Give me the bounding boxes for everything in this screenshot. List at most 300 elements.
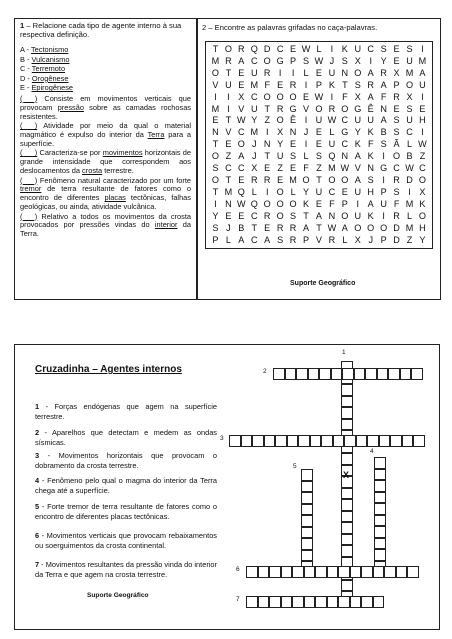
word-search-letter[interactable]: U — [354, 186, 362, 197]
crossword-cell[interactable] — [315, 566, 327, 578]
word-search-letter[interactable]: Z — [316, 163, 322, 174]
word-search-letter[interactable]: R — [328, 103, 336, 114]
word-search-letter[interactable]: G — [341, 127, 349, 138]
word-search-letter[interactable]: U — [406, 55, 413, 66]
crossword-cell[interactable] — [388, 368, 400, 380]
word-search-letter[interactable]: M — [211, 55, 220, 66]
word-search-letter[interactable]: U — [354, 44, 362, 54]
crossword-cell[interactable] — [402, 435, 414, 447]
word-search-letter[interactable]: U — [328, 67, 336, 78]
word-search-letter[interactable]: K — [367, 151, 374, 162]
word-search-letter[interactable]: N — [341, 67, 349, 78]
word-search-letter[interactable]: C — [238, 163, 245, 174]
word-search-letter[interactable]: G — [289, 103, 297, 114]
word-search-letter[interactable]: I — [304, 79, 308, 90]
word-search-letter[interactable]: S — [367, 174, 374, 185]
crossword-cell[interactable] — [341, 407, 353, 419]
word-search-letter[interactable]: O — [289, 91, 297, 102]
word-search-letter[interactable]: X — [277, 127, 284, 138]
crossword-cell[interactable] — [321, 435, 333, 447]
word-search-letter[interactable]: I — [382, 210, 385, 221]
word-search-letter[interactable]: K — [367, 127, 374, 138]
crossword-cell[interactable] — [327, 596, 339, 608]
crossword-cell[interactable] — [341, 419, 353, 431]
word-search-letter[interactable]: T — [316, 222, 322, 233]
word-search-letter[interactable]: A — [315, 210, 322, 221]
word-search-letter[interactable]: Y — [277, 139, 284, 150]
crossword-cell[interactable] — [350, 596, 362, 608]
crossword-cell[interactable] — [273, 368, 285, 380]
word-search-letter[interactable]: Z — [225, 151, 232, 162]
word-search-letter[interactable]: I — [369, 55, 372, 66]
crossword-cell[interactable] — [374, 538, 386, 550]
crossword-cell[interactable] — [296, 368, 308, 380]
crossword-cell[interactable] — [229, 435, 241, 447]
word-search-letter[interactable]: Q — [237, 186, 245, 197]
word-search-letter[interactable]: Q — [250, 44, 258, 54]
word-search-letter[interactable]: J — [368, 234, 373, 245]
word-search-letter[interactable]: C — [250, 55, 258, 66]
word-search-letter[interactable]: O — [341, 174, 349, 185]
crossword-cell[interactable] — [350, 566, 362, 578]
word-search-letter[interactable]: M — [224, 186, 233, 197]
word-search-letter[interactable]: C — [367, 44, 374, 54]
word-search-letter[interactable]: J — [226, 222, 231, 233]
word-search-letter[interactable]: W — [237, 115, 246, 126]
word-search-letter[interactable]: C — [225, 163, 232, 174]
answer-blank[interactable]: (___) — [20, 175, 38, 185]
word-search-letter[interactable]: S — [315, 151, 322, 162]
word-search-letter[interactable]: M — [250, 79, 259, 90]
word-search-letter[interactable]: C — [406, 127, 413, 138]
word-search-letter[interactable]: H — [419, 115, 426, 126]
word-search-letter[interactable]: K — [419, 198, 426, 209]
word-search-letter[interactable]: O — [276, 186, 284, 197]
word-search-letter[interactable]: S — [302, 55, 310, 66]
word-search-letter[interactable]: A — [238, 55, 245, 66]
word-search-letter[interactable]: W — [237, 198, 246, 209]
word-search-letter[interactable]: E — [393, 55, 400, 66]
word-search-letter[interactable]: U — [250, 103, 258, 114]
word-search-letter[interactable]: O — [289, 198, 297, 209]
word-search-letter[interactable]: S — [406, 103, 413, 114]
word-search-letter[interactable]: U — [380, 198, 387, 209]
word-search-letter[interactable]: S — [393, 115, 400, 126]
crossword-cell[interactable] — [304, 566, 316, 578]
word-search-letter[interactable]: R — [276, 103, 284, 114]
word-search-letter[interactable]: R — [380, 67, 387, 78]
crossword-cell[interactable] — [301, 504, 313, 516]
crossword-cell[interactable] — [292, 566, 304, 578]
crossword-cell[interactable] — [275, 435, 287, 447]
word-search-letter[interactable]: E — [290, 163, 297, 174]
word-search-letter[interactable]: U — [315, 115, 323, 126]
word-search-letter[interactable]: V — [354, 163, 361, 174]
word-search-letter[interactable]: C — [341, 115, 349, 126]
word-search-letter[interactable]: Z — [419, 151, 426, 162]
word-search-letter[interactable]: E — [277, 174, 284, 185]
crossword-cell[interactable] — [373, 596, 385, 608]
word-search-letter[interactable]: C — [250, 210, 258, 221]
crossword-cell[interactable] — [373, 566, 385, 578]
word-search-letter[interactable]: O — [418, 174, 426, 185]
crossword-cell[interactable] — [301, 515, 313, 527]
crossword-cell[interactable] — [342, 368, 354, 380]
word-search-letter[interactable]: F — [380, 91, 387, 102]
crossword-cell[interactable] — [365, 368, 377, 380]
word-search-letter[interactable]: R — [393, 91, 400, 102]
word-search-letter[interactable]: A — [264, 234, 271, 245]
word-search-letter[interactable]: J — [252, 139, 257, 150]
word-search-letter[interactable]: I — [265, 186, 269, 197]
word-search-letter[interactable]: M — [405, 222, 414, 233]
word-search-letter[interactable]: L — [303, 151, 309, 162]
crossword-cell[interactable] — [258, 566, 270, 578]
word-search-letter[interactable]: V — [238, 103, 245, 114]
word-search-letter[interactable]: Y — [212, 210, 219, 221]
word-search-letter[interactable]: I — [421, 127, 424, 138]
word-search-letter[interactable]: C — [328, 186, 336, 197]
word-search-letter[interactable]: L — [316, 44, 322, 54]
word-search-letter[interactable]: T — [225, 67, 232, 78]
crossword-cell[interactable] — [308, 368, 320, 380]
word-search-letter[interactable]: U — [276, 151, 284, 162]
crossword-cell[interactable] — [367, 435, 379, 447]
word-search-letter[interactable]: C — [276, 44, 284, 54]
crossword-cell[interactable] — [281, 566, 293, 578]
word-search-letter[interactable]: N — [289, 127, 297, 138]
crossword-cell[interactable] — [407, 566, 419, 578]
word-search-letter[interactable]: R — [367, 79, 374, 90]
word-search-letter[interactable]: E — [225, 139, 232, 150]
answer-blank[interactable]: (___) — [20, 121, 38, 131]
word-search-letter[interactable]: S — [290, 210, 297, 221]
word-search-letter[interactable]: U — [328, 139, 336, 150]
word-search-letter[interactable]: T — [212, 186, 219, 197]
word-search-letter[interactable]: O — [354, 222, 362, 233]
word-search-letter[interactable]: W — [314, 55, 324, 66]
word-search-letter[interactable]: S — [393, 127, 400, 138]
word-search-letter[interactable]: Z — [264, 115, 270, 126]
word-search-letter[interactable]: R — [263, 67, 271, 78]
word-search-letter[interactable]: P — [393, 79, 400, 90]
crossword-cell[interactable] — [301, 481, 313, 493]
word-search-letter[interactable]: T — [212, 139, 219, 150]
word-search-letter[interactable]: I — [330, 44, 334, 54]
crossword-cell[interactable] — [374, 480, 386, 492]
word-search-letter[interactable]: O — [393, 151, 401, 162]
crossword-cell[interactable] — [341, 453, 353, 465]
word-search-letter[interactable]: F — [303, 163, 309, 174]
word-search-letter[interactable]: O — [418, 210, 426, 221]
crossword-cell[interactable] — [411, 368, 423, 380]
crossword-cell[interactable] — [341, 522, 353, 534]
word-search-letter[interactable]: S — [212, 163, 219, 174]
word-search-letter[interactable]: P — [212, 234, 219, 245]
word-search-letter[interactable]: O — [263, 91, 271, 102]
word-search-letter[interactable]: A — [354, 151, 361, 162]
word-search-letter[interactable]: I — [330, 91, 334, 102]
crossword-cell[interactable] — [338, 566, 350, 578]
word-search-letter[interactable]: C — [341, 139, 349, 150]
word-search-letter[interactable]: U — [354, 210, 362, 221]
crossword-cell[interactable] — [333, 435, 345, 447]
word-search-letter[interactable]: M — [250, 127, 259, 138]
word-search-letter[interactable]: U — [419, 79, 426, 90]
word-search-letter[interactable]: E — [290, 139, 297, 150]
crossword-cell[interactable] — [384, 566, 396, 578]
word-search-letter[interactable]: A — [380, 79, 387, 90]
word-search-letter[interactable]: R — [393, 210, 400, 221]
word-search-letter[interactable]: I — [408, 186, 411, 197]
word-search-letter[interactable]: S — [380, 139, 387, 150]
word-search-letter[interactable]: S — [212, 222, 219, 233]
word-search-letter[interactable]: R — [289, 234, 297, 245]
word-search-letter[interactable]: E — [393, 103, 400, 114]
word-search-letter[interactable]: L — [225, 234, 231, 245]
word-search-letter[interactable]: W — [405, 163, 414, 174]
word-search-letter[interactable]: U — [225, 79, 232, 90]
word-search-letter[interactable]: A — [238, 234, 245, 245]
word-search-letter[interactable]: L — [407, 210, 413, 221]
crossword-cell[interactable] — [344, 435, 356, 447]
crossword-cell[interactable] — [341, 511, 353, 523]
word-search-letter[interactable]: R — [276, 222, 284, 233]
word-search-letter[interactable]: O — [263, 55, 271, 66]
word-search-letter[interactable]: E — [315, 198, 322, 209]
word-search-letter[interactable]: E — [290, 44, 297, 54]
crossword-cell[interactable] — [341, 545, 353, 557]
word-search-letter[interactable]: R — [263, 174, 271, 185]
crossword-cell[interactable] — [304, 596, 316, 608]
word-search-letter[interactable]: S — [393, 186, 400, 197]
word-search-letter[interactable]: K — [328, 79, 335, 90]
word-search-letter[interactable]: A — [419, 67, 426, 78]
crossword-cell[interactable] — [298, 435, 310, 447]
word-search-letter[interactable]: E — [341, 186, 348, 197]
word-search-letter[interactable]: U — [315, 186, 323, 197]
word-search-letter[interactable]: K — [354, 139, 361, 150]
word-search-letter[interactable]: E — [264, 222, 271, 233]
crossword-cell[interactable] — [285, 368, 297, 380]
word-search-letter[interactable]: K — [341, 44, 348, 54]
word-search-letter[interactable]: P — [290, 55, 297, 66]
word-search-letter[interactable]: I — [227, 91, 230, 102]
word-search-letter[interactable]: M — [328, 163, 336, 174]
word-search-letter[interactable]: C — [419, 163, 426, 174]
crossword-cell[interactable] — [258, 596, 270, 608]
word-search-letter[interactable]: O — [276, 115, 284, 126]
crossword-cell[interactable] — [269, 596, 281, 608]
crossword-cell[interactable] — [246, 596, 258, 608]
word-search-letter[interactable]: W — [418, 139, 427, 150]
word-search-letter[interactable]: S — [341, 55, 348, 66]
word-search-letter[interactable]: R — [289, 222, 297, 233]
crossword-cell[interactable] — [301, 469, 313, 481]
word-search-letter[interactable]: F — [367, 139, 374, 150]
word-search-letter[interactable]: P — [302, 234, 310, 245]
word-search-letter[interactable]: I — [227, 103, 230, 114]
word-search-letter[interactable]: X — [251, 163, 258, 174]
word-search-letter[interactable]: A — [302, 222, 310, 233]
word-search-letter[interactable]: M — [405, 198, 414, 209]
word-search-letter[interactable]: O — [276, 91, 284, 102]
word-search-letter[interactable]: E — [238, 210, 245, 221]
word-search-letter[interactable]: R — [238, 44, 245, 54]
word-search-letter[interactable]: T — [342, 79, 348, 90]
crossword-cell[interactable] — [341, 488, 353, 500]
word-search-letter[interactable]: B — [406, 151, 413, 162]
word-search-letter[interactable]: X — [393, 67, 400, 78]
word-search-letter[interactable]: I — [304, 115, 308, 126]
word-search-letter[interactable]: D — [393, 222, 400, 233]
word-search-letter[interactable]: I — [421, 44, 424, 54]
word-search-letter[interactable]: O — [276, 198, 284, 209]
word-search-letter[interactable]: T — [316, 174, 322, 185]
word-search-letter[interactable]: E — [419, 103, 426, 114]
word-search-letter[interactable]: T — [251, 222, 258, 233]
word-search-letter[interactable]: T — [212, 44, 219, 54]
word-search-letter[interactable]: W — [301, 44, 311, 54]
word-search-letter[interactable]: J — [329, 55, 335, 66]
word-search-letter[interactable]: R — [328, 234, 336, 245]
word-search-letter[interactable]: G — [276, 55, 284, 66]
crossword-cell[interactable] — [361, 596, 373, 608]
word-search-letter[interactable]: R — [225, 55, 232, 66]
word-search-letter[interactable]: E — [238, 67, 245, 78]
crossword-cell[interactable] — [241, 435, 253, 447]
answer-blank[interactable]: (___) — [20, 148, 38, 158]
word-search-letter[interactable]: D — [393, 234, 400, 245]
word-search-letter[interactable]: Y — [380, 55, 387, 66]
crossword-cell[interactable] — [341, 396, 353, 408]
word-search-letter[interactable]: O — [367, 222, 375, 233]
word-search-letter[interactable]: V — [212, 79, 219, 90]
word-search-letter[interactable]: F — [264, 79, 270, 90]
crossword-cell[interactable] — [341, 499, 353, 511]
crossword-cell[interactable] — [374, 549, 386, 561]
word-search-letter[interactable]: X — [354, 55, 361, 66]
word-search-letter[interactable]: Z — [277, 163, 283, 174]
crossword-cell[interactable] — [396, 566, 408, 578]
crossword-cell[interactable] — [287, 435, 299, 447]
word-search-letter[interactable]: N — [263, 139, 271, 150]
word-search-letter[interactable]: Ê — [367, 103, 374, 114]
answer-blank[interactable]: (___) — [20, 94, 38, 104]
word-search-letter[interactable]: T — [264, 151, 270, 162]
word-search-letter[interactable]: X — [238, 91, 245, 102]
crossword-cell[interactable] — [374, 526, 386, 538]
crossword-cell[interactable] — [269, 566, 281, 578]
word-search-letter[interactable]: M — [405, 67, 414, 78]
word-search-letter[interactable]: S — [277, 234, 284, 245]
word-search-letter[interactable]: C — [250, 91, 258, 102]
word-search-letter[interactable]: M — [418, 55, 427, 66]
word-search-letter[interactable]: W — [340, 163, 350, 174]
word-search-letter[interactable]: L — [290, 186, 296, 197]
word-search-letter[interactable]: O — [263, 198, 271, 209]
word-search-letter[interactable]: D — [406, 174, 413, 185]
word-search-letter[interactable]: K — [367, 210, 374, 221]
crossword-cell[interactable] — [374, 515, 386, 527]
word-search-letter[interactable]: O — [211, 174, 219, 185]
word-search-letter[interactable]: Y — [302, 186, 310, 197]
crossword-cell[interactable] — [319, 368, 331, 380]
word-search-letter[interactable]: N — [380, 103, 387, 114]
word-search-letter[interactable]: E — [238, 174, 245, 185]
word-search-letter[interactable]: C — [238, 127, 245, 138]
word-search-letter[interactable]: I — [214, 91, 217, 102]
word-search-letter[interactable]: I — [265, 127, 269, 138]
word-search-letter[interactable]: J — [252, 151, 257, 162]
word-search-letter[interactable]: L — [251, 186, 257, 197]
word-search-letter[interactable]: R — [393, 174, 400, 185]
word-search-letter[interactable]: E — [302, 91, 310, 102]
word-search-letter[interactable]: I — [356, 198, 360, 209]
word-search-letter[interactable]: F — [342, 91, 348, 102]
word-search-letter[interactable]: T — [303, 210, 309, 221]
word-search-letter[interactable]: E — [393, 44, 400, 54]
crossword-cell[interactable] — [390, 435, 402, 447]
word-search-letter[interactable]: O — [380, 222, 388, 233]
word-search-letter[interactable]: I — [421, 91, 424, 102]
word-search-letter[interactable]: S — [354, 79, 361, 90]
word-search-letter[interactable]: O — [276, 210, 284, 221]
word-search-letter[interactable]: P — [380, 186, 387, 197]
word-search-letter[interactable]: P — [341, 198, 348, 209]
crossword-cell[interactable] — [374, 492, 386, 504]
word-search-letter[interactable]: K — [302, 198, 310, 209]
word-search-letter[interactable]: A — [238, 151, 245, 162]
word-search-letter[interactable]: U — [250, 67, 258, 78]
word-search-letter[interactable]: A — [367, 198, 374, 209]
crossword-cell[interactable] — [301, 538, 313, 550]
crossword-cell[interactable] — [246, 566, 258, 578]
word-search-letter[interactable]: A — [367, 67, 374, 78]
word-search-letter[interactable]: T — [225, 174, 232, 185]
word-search-letter[interactable]: S — [380, 44, 387, 54]
word-search-letter[interactable]: L — [329, 127, 335, 138]
word-search-letter[interactable]: F — [329, 198, 335, 209]
word-search-letter[interactable]: Y — [251, 115, 258, 126]
crossword-cell[interactable] — [374, 457, 386, 469]
word-search-letter[interactable]: O — [405, 79, 414, 90]
word-search-letter[interactable]: G — [354, 103, 362, 114]
crossword-cell[interactable] — [341, 580, 353, 592]
word-search-letter[interactable]: W — [314, 91, 324, 102]
word-search-letter[interactable]: U — [406, 115, 413, 126]
crossword-cell[interactable] — [292, 596, 304, 608]
crossword-cell[interactable] — [341, 384, 353, 396]
crossword-cell[interactable] — [374, 469, 386, 481]
word-search-letter[interactable]: A — [354, 174, 361, 185]
word-search-letter[interactable]: E — [277, 79, 284, 90]
word-search-letter[interactable]: C — [393, 163, 400, 174]
word-search-letter[interactable]: P — [380, 234, 387, 245]
word-search-letter[interactable]: N — [328, 210, 336, 221]
word-search-letter[interactable]: O — [224, 44, 232, 54]
crossword-cell[interactable] — [413, 435, 425, 447]
word-search-letter[interactable]: D — [263, 44, 271, 54]
word-search-letter[interactable]: T — [264, 103, 270, 114]
crossword-cell[interactable] — [327, 566, 339, 578]
word-search-letter[interactable]: E — [315, 127, 322, 138]
word-search-letter[interactable]: X — [354, 234, 361, 245]
word-search-letter[interactable]: H — [419, 222, 426, 233]
crossword-cell[interactable] — [361, 566, 373, 578]
word-search-letter[interactable]: E — [315, 67, 322, 78]
word-search-letter[interactable]: J — [303, 127, 309, 138]
